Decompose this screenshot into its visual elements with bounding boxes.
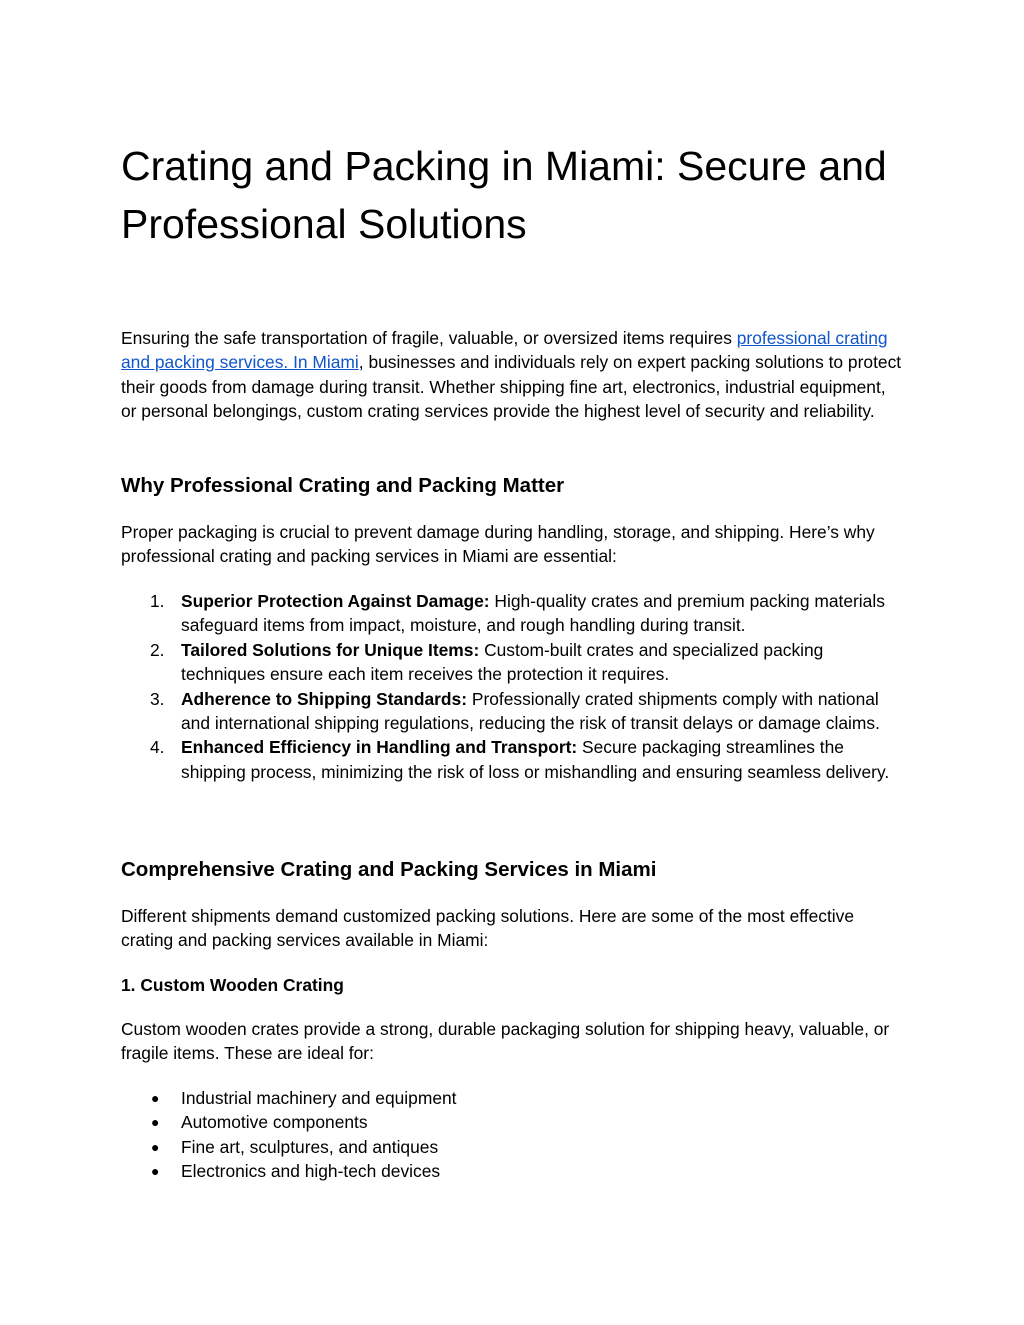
list-item-text: Automotive components <box>181 1112 368 1133</box>
document-title: Crating and Packing in Miami: Secure and Professional Solutions <box>121 143 887 247</box>
list-item <box>121 1086 903 1110</box>
list-item <box>121 1135 903 1159</box>
list-item <box>121 1110 903 1134</box>
section-heading-why-professional: Why Professional Crating and Packing Matter <box>121 474 565 497</box>
list-item-text: Fine art, sculptures, and antiques <box>181 1136 439 1157</box>
list-item <box>121 687 903 736</box>
bullet-icon: ● <box>151 1138 160 1155</box>
subsection-paragraph: Custom wooden crates provide a strong, durable packaging solution for shipping heavy, valuable, or fragile items. These are ideal for: <box>121 1019 890 1064</box>
professional-crating-link[interactable]: professional crating and packing services. In Miami <box>121 328 888 373</box>
ideal-for-list <box>121 1086 903 1184</box>
section-heading-comprehensive-services: Comprehensive Crating and Packing Services in Miami <box>121 858 657 881</box>
bullet-icon: ● <box>151 1114 160 1131</box>
list-item-title: Enhanced Efficiency in Handling and Transport: <box>181 737 578 758</box>
list-item-title: Adherence to Shipping Standards: <box>181 688 468 709</box>
list-item-text: Professionally crated shipments comply with national and international shipping regulations, reducing the risk of transit delays or damage claims. <box>181 688 880 734</box>
bullet-icon: ● <box>151 1163 160 1180</box>
list-number: 3. <box>150 688 165 709</box>
list-item <box>121 735 903 784</box>
list-number: 2. <box>150 639 165 660</box>
list-item <box>121 638 903 687</box>
section1-paragraph: Proper packaging is crucial to prevent damage during handling, storage, and shipping. Here’s why professional crating and packing services in Miami are essential: <box>121 522 875 567</box>
list-item-text: Secure packaging streamlines the shipping process, minimizing the risk of loss or mishandling and ensuring seamless delivery. <box>181 737 890 782</box>
list-item-text: Custom-built crates and specialized packing techniques ensure each item receives the protection it requires. <box>181 639 824 685</box>
subsection-heading-custom-wooden-crating: 1. Custom Wooden Crating <box>121 975 344 995</box>
benefits-list <box>121 589 903 784</box>
intro-text-before-link: Ensuring the safe transportation of fragile, valuable, or oversized items requires <box>121 328 737 348</box>
section2-paragraph: Different shipments demand customized packing solutions. Here are some of the most effective crating and packing services available in Miami: <box>121 906 855 951</box>
list-item-title: Superior Protection Against Damage: <box>181 591 490 611</box>
intro-text-after-link: , businesses and individuals rely on expert packing solutions to protect their goods from damage during transit. Whether shipping fine art, electronics, industrial equipment, or personal belongings, custom crating services provide the highest level of security and reliability. <box>121 352 902 422</box>
list-item-text: Industrial machinery and equipment <box>181 1088 457 1108</box>
list-number: 4. <box>150 737 165 758</box>
list-item-text: Electronics and high-tech devices <box>181 1161 441 1182</box>
list-item <box>121 1159 903 1183</box>
bullet-icon: ● <box>151 1090 160 1106</box>
intro-paragraph <box>121 326 903 424</box>
list-item <box>121 589 903 638</box>
list-item-title: Tailored Solutions for Unique Items: <box>181 639 480 660</box>
list-number: 1. <box>150 591 165 611</box>
list-item-text: High-quality crates and premium packing materials safeguard items from impact, moisture, and rough handling during transit. <box>181 591 885 636</box>
